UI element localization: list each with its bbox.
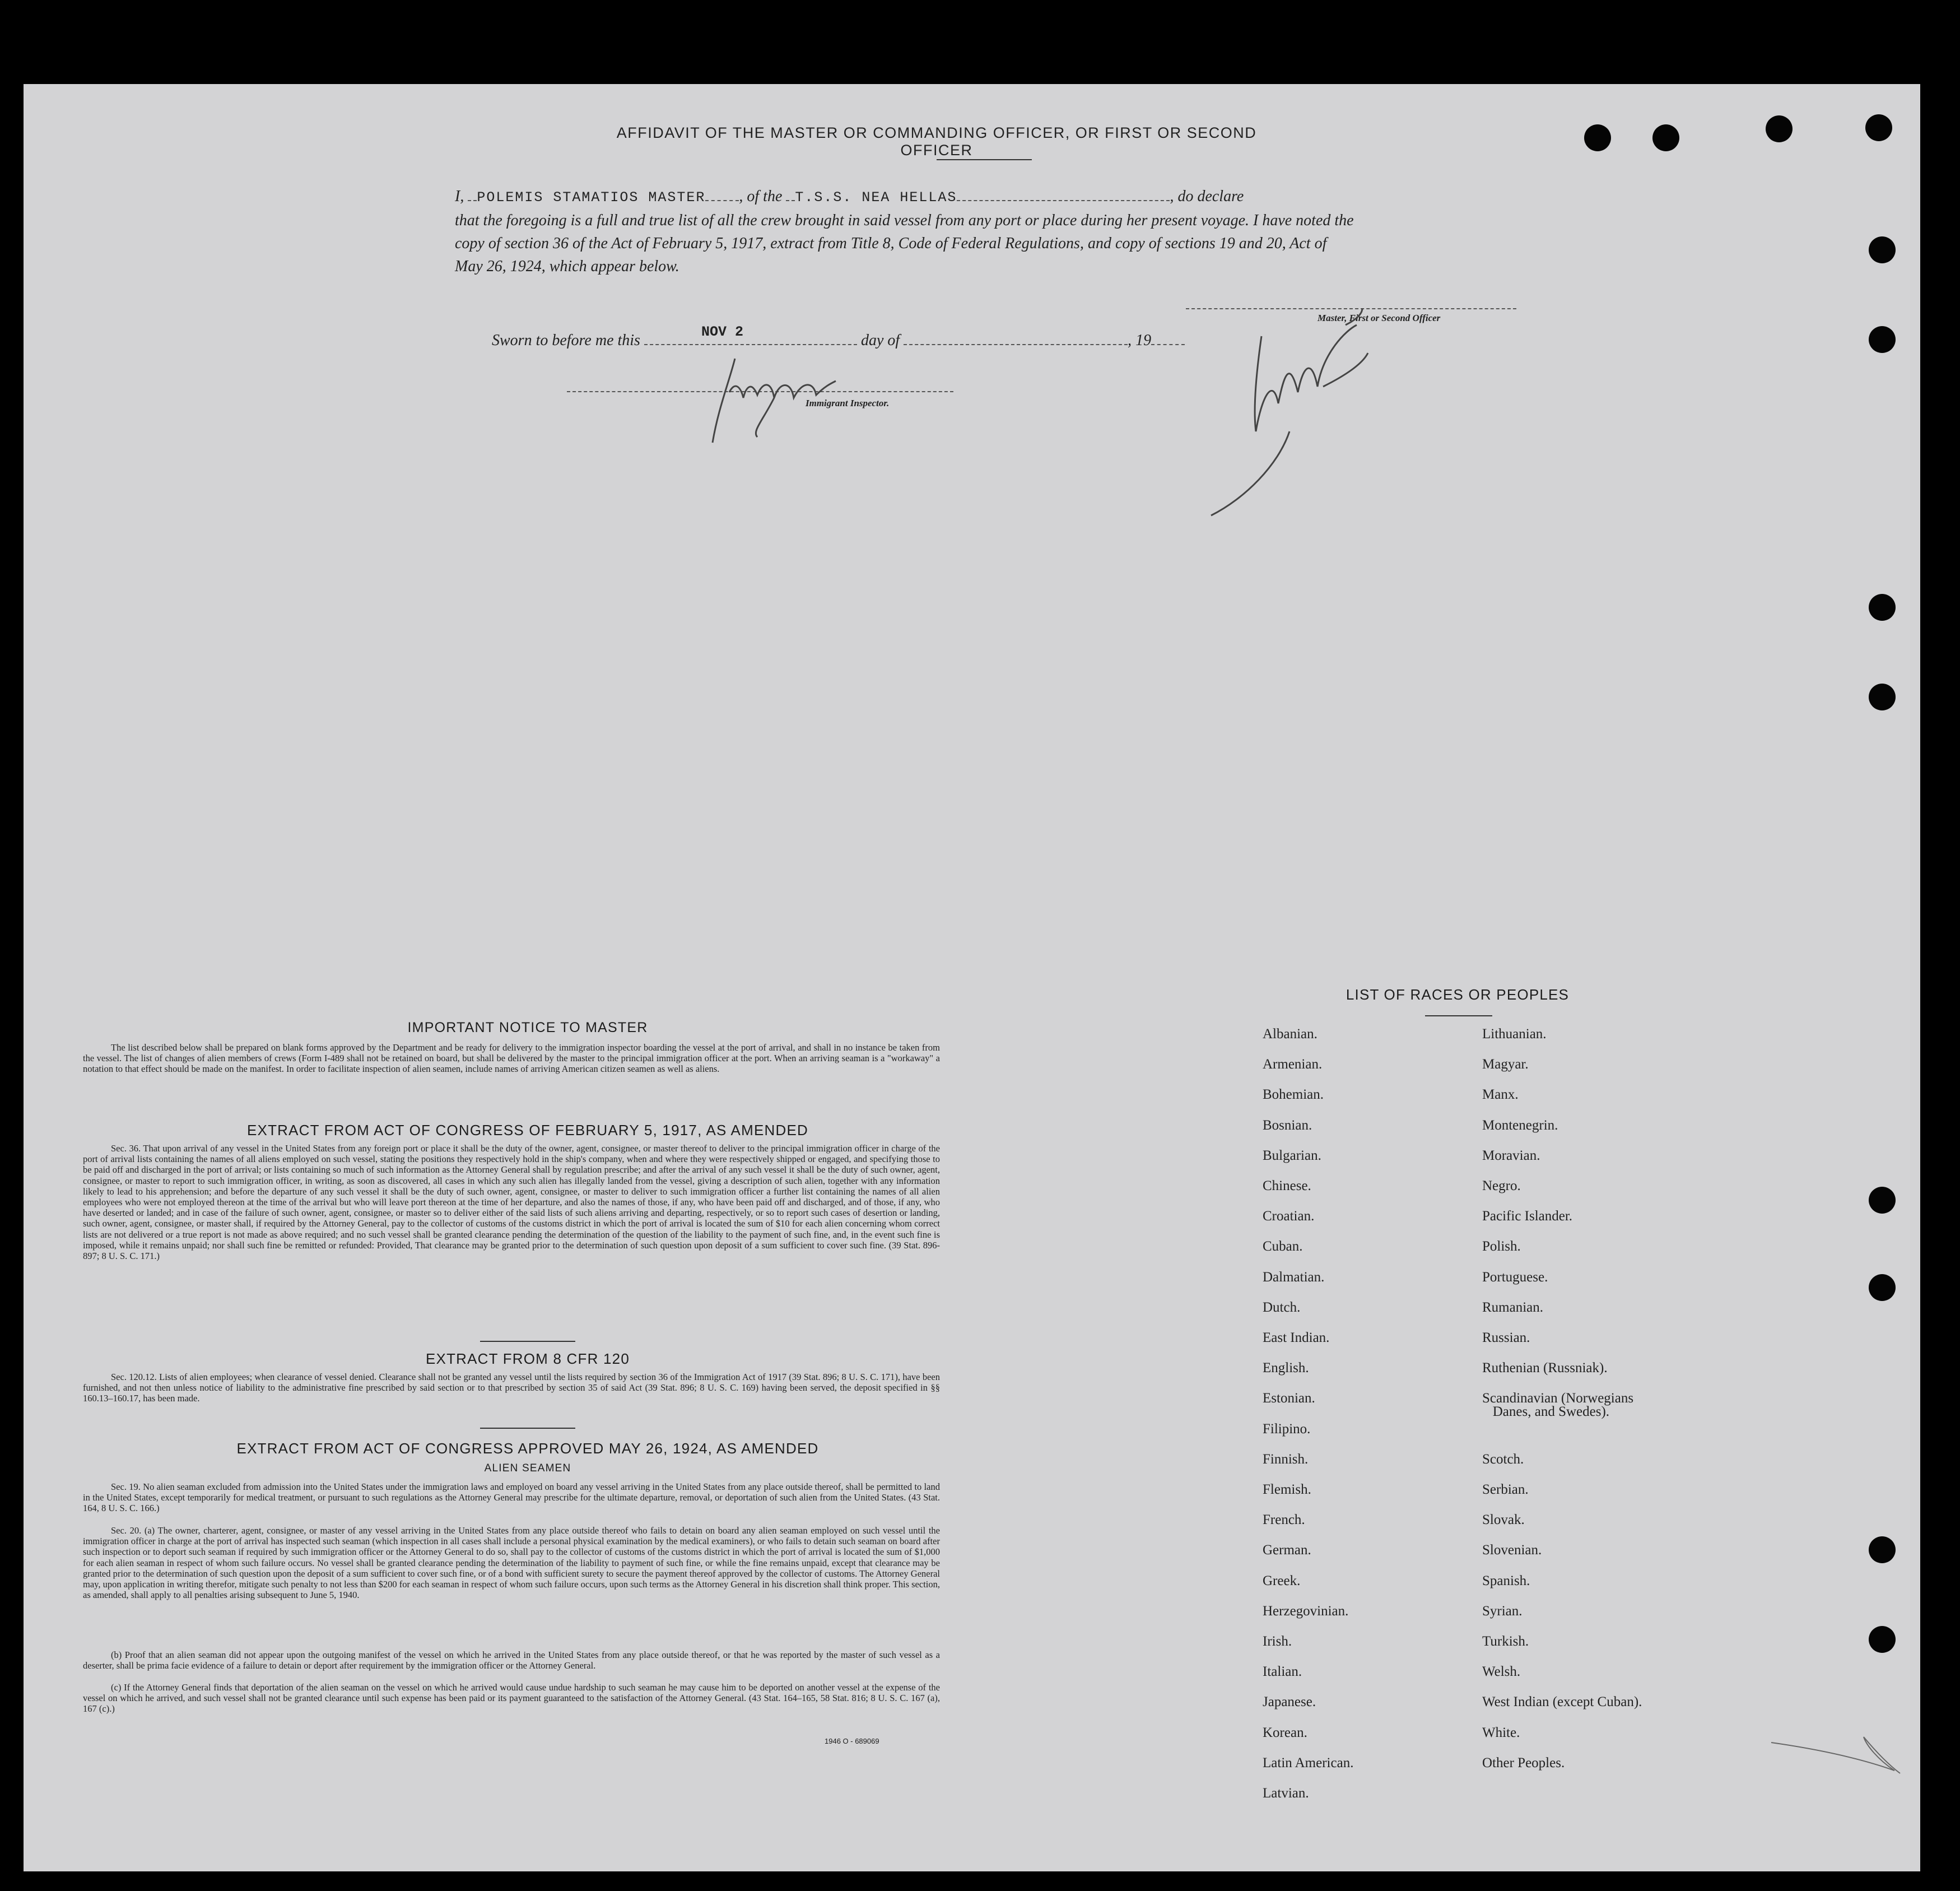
race-item: Greek.: [1263, 1573, 1301, 1588]
extract-1924-sec20a: Sec. 20. (a) The owner, charterer, agent, consignee, or master of any vessel arriving in the United States from any place outside thereof who fails to detain on board any alien seaman employed on such vessel until the immigration officer in charge at the port of arrival has inspected such seaman (which inspection in all cases shall include a personal physical examination by the medical examiners), or who fails to detain such seaman on board after such inspection or to deport such seaman if required by such immigration officer or the Attorney General to do so, shall pay to the collector of customs of the customs district in which the port of arrival is located the sum of $1,000 for each alien seaman in respect of whom such failure occurs. No vessel shall be granted clearance pending the determination of the liability to payment of such fine, or while the fine remains unpaid, except that clearance may be granted prior to the determination of such question upon the deposit of a sum sufficient to cover such fine, or of a bond with sufficient surety to secure the payment thereof approved by the collector of customs. The Attorney General may, upon application in writing therefor, mitigate such penalty to not less than $200 for each seaman in respect of whom such failure occurs, upon such terms as the Attorney General in his discretion shall think proper. This section, as amended, shall apply to all penalties arising subsequent to June 5, 1940.: [83, 1525, 940, 1601]
race-item: Latvian.: [1263, 1786, 1309, 1801]
document-page: [24, 84, 1920, 1871]
race-item: East Indian.: [1263, 1330, 1330, 1345]
punch-hole: [1869, 236, 1896, 263]
punch-hole: [1766, 115, 1793, 142]
master-signature: [1177, 263, 1413, 521]
extract-1924-sec19: Sec. 19. No alien seaman excluded from admission into the United States under the immigration laws and employed on board any vessel arriving in the United States from any place outside thereof, shall be permitted to land in the United States, except temporarily for medical treatment, or pursuant to such regulations as the Attorney General may prescribe for the ultimate departure, removal, or deportation of such alien from the United States. (43 Stat. 164, 8 U. S. C. 166.): [83, 1481, 940, 1514]
punch-hole: [1869, 1274, 1896, 1301]
race-item: Pacific Islander.: [1482, 1209, 1573, 1224]
race-item: Ruthenian (Russniak).: [1482, 1360, 1608, 1376]
race-item: Rumanian.: [1482, 1299, 1544, 1315]
race-item: Albanian.: [1263, 1026, 1317, 1042]
punch-hole: [1869, 684, 1896, 710]
date-stamp: NOV 2: [701, 324, 744, 340]
race-item: Scotch.: [1482, 1451, 1524, 1467]
extract-1917-title: EXTRACT FROM ACT OF CONGRESS OF FEBRUARY 5, 1917, AS AMENDED: [247, 1122, 808, 1139]
extract-cfr-title: EXTRACT FROM 8 CFR 120: [426, 1350, 630, 1367]
race-item: Manx.: [1482, 1087, 1519, 1103]
race-item: Russian.: [1482, 1330, 1530, 1345]
race-item: Magyar.: [1482, 1057, 1529, 1072]
race-item: Armenian.: [1263, 1057, 1323, 1072]
race-item: English.: [1263, 1360, 1309, 1376]
race-item: Spanish.: [1482, 1573, 1530, 1588]
race-item: Italian.: [1263, 1664, 1302, 1680]
race-item: Flemish.: [1263, 1482, 1311, 1497]
race-item: Dutch.: [1263, 1299, 1301, 1315]
race-item: Bohemian.: [1263, 1087, 1324, 1103]
punch-hole: [1584, 124, 1611, 151]
race-item: Irish.: [1263, 1634, 1292, 1649]
extract-1917-text: Sec. 36. That upon arrival of any vessel in the United States from any foreign port or place it shall be the duty of the owner, agent, consignee, or master thereof to deliver to the principal immigration officer in charge of the port of arrival lists containing the names of all aliens employed on such vessel, stating the positions they respectively hold in the ship's company, when and where they were respectively shipped or engaged, and specifying those to be paid off and discharged in the port of arrival; or lists containing so much of such information as the Attorney General shall by regulation prescribe; and after the arrival of any such vessel it shall be the duty of such owner, agent, consignee, or master to report to such immigration officer, in writing, as soon as discovered, all cases in which any such alien has illegally landed from the vessel, giving a description of such alien, together with any information likely to lead to his apprehension; and before the departure of any such vessel it shall be the duty of such owner, agent, consignee, or master to deliver to such immigration officer a further list containing the names of all alien employees who were not employed thereon at the time of the arrival but who will leave port thereon at the time of her departure, and also the names of those, if any, who have been paid off and discharged, and of those, if any, who have deserted or landed; and in case of the failure of such owner, agent, consignee, or master so to deliver either of the said lists of such aliens arriving and departing, respectively, or so to report such cases of desertion or landing, such owner, agent, consignee, or master shall, if required by the Attorney General, pay to the collector of customs of the customs district in which the port of arrival is located the sum of $10 for each alien concerning whom correct lists are not delivered or a true report is not made as above required; and no such vessel shall be granted clearance pending the determination of the question of the liability to the payment of such fine, and, in the event such fine is imposed, while it remains unpaid; nor shall such fine be remitted or refunded: Provided, That clearance may be granted prior to the determination of such question upon deposit of a sum sufficient to cover such fine. (39 Stat. 896-897; 8 U. S. C. 171.): [83, 1143, 940, 1262]
race-item: Chinese.: [1263, 1178, 1311, 1193]
race-item: Bulgarian.: [1263, 1147, 1321, 1163]
extract-cfr-text: Sec. 120.12. Lists of alien employees; when clearance of vessel denied. Clearance shall not be granted any vessel until the lists required by section 36 of the Immigration Act of 1917 (39 Stat. 896; 8 U. S. C. 171), have been furnished, and not then unless notice of liability to the administrative fine prescribed by said section or to that prescribed by section 35 of said Act (39 Stat. 896; 8 U. S. C. 169) having been served, the deposit specified in §§ 160.13–160.17, has been made.: [83, 1372, 940, 1404]
race-item: Syrian.: [1482, 1603, 1523, 1619]
race-item: Portuguese.: [1482, 1269, 1548, 1285]
title-rule: [937, 159, 1032, 160]
race-item: Turkish.: [1482, 1634, 1529, 1649]
section-rule: [480, 1428, 575, 1429]
master-label: Master, First or Second Officer: [1317, 313, 1441, 323]
race-item: Polish.: [1482, 1239, 1521, 1255]
inspector-signature: [696, 347, 881, 448]
race-item: Welsh.: [1482, 1664, 1521, 1680]
race-item: Negro.: [1482, 1178, 1521, 1193]
print-code: 1946 O - 689069: [825, 1737, 879, 1745]
extract-1924-title: EXTRACT FROM ACT OF CONGRESS APPROVED MAY 26, 1924, AS AMENDED: [236, 1440, 819, 1457]
races-title: LIST OF RACES OR PEOPLES: [1346, 986, 1570, 1003]
race-item: Dalmatian.: [1263, 1269, 1325, 1285]
affidavit-title: AFFIDAVIT OF THE MASTER OR COMMANDING OFFICER, OR FIRST OR SECOND OFFICER: [616, 124, 1257, 159]
section-rule: [480, 1341, 575, 1342]
race-item: West Indian (except Cuban).: [1482, 1694, 1642, 1710]
race-item: Korean.: [1263, 1725, 1307, 1740]
pen-mark: [1766, 1726, 1911, 1787]
punch-hole: [1865, 114, 1892, 141]
race-item: Latin American.: [1263, 1755, 1354, 1771]
notice-text: The list described below shall be prepared on blank forms approved by the Department and be ready for delivery to the immigration inspector boarding the vessel at the port of arrival, and shall in no instance be taken from the vessel. The list of changes of alien members of crews (Form I-489 shall not be retained on board, but shall be delivered by the master to the principal immigration officer at the port. When an arriving seaman is a "workaway" a notation to that effect should be made on the manifest. In order to facilitate inspection of alien seamen, include names of arriving American citizen seamen as well as aliens.: [83, 1042, 940, 1075]
declaration-line-4: May 26, 1924, which appear below.: [455, 258, 679, 275]
punch-hole: [1869, 1187, 1896, 1214]
vessel-name-field: T.S.S. NEA HELLAS: [795, 189, 957, 206]
punch-hole: [1652, 124, 1679, 151]
race-item: White.: [1482, 1725, 1520, 1740]
race-item: Estonian.: [1263, 1391, 1315, 1406]
race-item: Japanese.: [1263, 1694, 1316, 1710]
race-item: French.: [1263, 1512, 1305, 1528]
race-item: Lithuanian.: [1482, 1026, 1547, 1042]
race-item: Other Peoples.: [1482, 1755, 1565, 1771]
race-item: Scandinavian (Norwegians Danes, and Swedes).: [1482, 1391, 1634, 1420]
punch-hole: [1869, 1536, 1896, 1563]
race-item: German.: [1263, 1542, 1311, 1558]
declaration-line-1: I, POLEMIS STAMATIOS MASTER , of the T.S.S. NEA HELLAS , do declare: [455, 188, 1244, 206]
race-item: Serbian.: [1482, 1482, 1529, 1497]
race-item: Moravian.: [1482, 1147, 1540, 1163]
inspector-label: Immigrant Inspector.: [806, 398, 890, 408]
race-item: Finnish.: [1263, 1451, 1309, 1467]
punch-hole: [1869, 326, 1896, 353]
race-item: Bosnian.: [1263, 1117, 1312, 1133]
punch-hole: [1869, 1626, 1896, 1653]
extract-1924-sec20c: (c) If the Attorney General finds that deportation of the alien seaman on the vessel on which he arrived would cause undue hardship to such seaman he may cause him to be deported on another vessel at the expense of the vessel on which he arrived, and such vessel shall not be granted clearance until such expense has been paid or its payment guaranteed to the satisfaction of the Attorney General. (43 Stat. 164–165, 58 Stat. 816; 8 U. S. C. 167 (a), 167 (c).): [83, 1682, 940, 1715]
race-item: Slovenian.: [1482, 1542, 1542, 1558]
sworn-line: Sworn to before me this day of , 19: [492, 331, 1185, 350]
declaration-line-3: copy of section 36 of the Act of February 5, 1917, extract from Title 8, Code of Federal Regulations, and copy of sections 19 and 20, Act of: [455, 235, 1327, 252]
alien-seamen-subtitle: ALIEN SEAMEN: [484, 1462, 571, 1474]
master-name-field: POLEMIS STAMATIOS MASTER: [477, 189, 706, 206]
races-rule: [1425, 1015, 1492, 1016]
notice-title: IMPORTANT NOTICE TO MASTER: [407, 1020, 648, 1035]
declaration-line-2: that the foregoing is a full and true list of all the crew brought in said vessel from any port or place during her present voyage. I have noted the: [455, 212, 1354, 229]
race-item: Slovak.: [1482, 1512, 1525, 1528]
punch-hole: [1869, 594, 1896, 621]
race-item: Croatian.: [1263, 1209, 1315, 1224]
extract-1924-sec20b: (b) Proof that an alien seaman did not appear upon the outgoing manifest of the vessel on which he arrived in the United States from any place outside thereof, or that he was reported by the master of such vessel as a deserter, shall be prima facie evidence of a failure to detain or deport after requirement by the immigration officer or the Attorney General.: [83, 1650, 940, 1671]
race-item: Filipino.: [1263, 1421, 1311, 1437]
race-item: Herzegovinian.: [1263, 1603, 1349, 1619]
race-item: Cuban.: [1263, 1239, 1303, 1255]
race-item: Montenegrin.: [1482, 1117, 1558, 1133]
